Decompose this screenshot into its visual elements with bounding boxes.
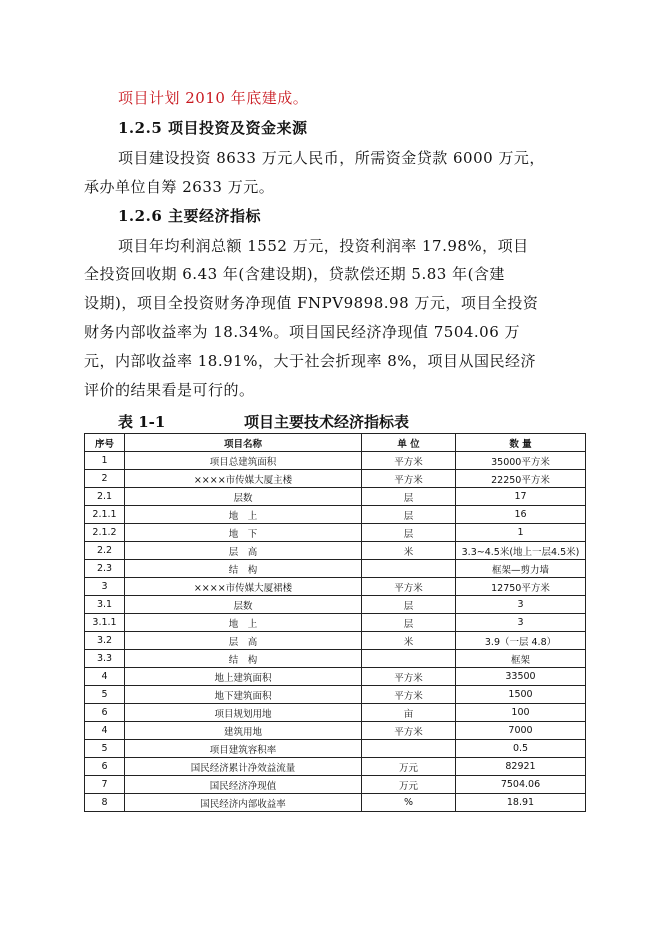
cell-quantity: 框架—剪力墙	[456, 560, 586, 578]
section-heading-1-2-5: 1.2.5 项目投资及资金来源	[118, 119, 308, 137]
cell-quantity: 35000平方米	[456, 452, 586, 470]
cell-unit: 平方米	[362, 668, 456, 686]
cell-unit: 米	[362, 542, 456, 560]
cell-quantity: 3.9（一层 4.8）	[456, 632, 586, 650]
table-row	[85, 686, 586, 704]
cell-quantity: 18.91	[456, 794, 586, 812]
cell-quantity: 33500	[456, 668, 586, 686]
table-row	[85, 740, 586, 758]
economic-line-5: 元，内部收益率 18.91%，大于社会折现率 8%，项目从国民经济	[84, 352, 537, 370]
table-title: 项目主要技术经济指标表	[244, 413, 410, 431]
table-row	[85, 794, 586, 812]
cell-seq: 3.2	[85, 632, 125, 650]
cell-seq: 1	[85, 452, 125, 470]
cell-quantity: 100	[456, 704, 586, 722]
cell-seq: 6	[85, 758, 125, 776]
table-row	[85, 524, 586, 542]
cell-quantity: 3	[456, 614, 586, 632]
cell-seq: 5	[85, 740, 125, 758]
table-caption	[118, 411, 410, 432]
cell-item-name: 地 下	[125, 524, 362, 542]
cell-quantity: 12750平方米	[456, 578, 586, 596]
cell-quantity: 3.3~4.5米(地上一层4.5米)	[456, 542, 586, 560]
cell-unit	[362, 740, 456, 758]
cell-item-name: 项目建筑容积率	[125, 740, 362, 758]
cell-unit	[362, 560, 456, 578]
cell-seq: 2.1.1	[85, 506, 125, 524]
cell-quantity: 框架	[456, 650, 586, 668]
table-row	[85, 632, 586, 650]
cell-quantity: 16	[456, 506, 586, 524]
cell-unit: 层	[362, 488, 456, 506]
table-row	[85, 776, 586, 794]
table-row	[85, 488, 586, 506]
cell-item-name: 结 构	[125, 560, 362, 578]
economic-line-2: 全投资回收期 6.43 年(含建设期)，贷款偿还期 5.83 年(含建	[84, 265, 505, 283]
table-row	[85, 560, 586, 578]
cell-quantity: 1	[456, 524, 586, 542]
cell-unit: 平方米	[362, 452, 456, 470]
cell-seq: 3.1.1	[85, 614, 125, 632]
cell-seq: 7	[85, 776, 125, 794]
cell-seq: 6	[85, 704, 125, 722]
header-item-name: 项目名称	[125, 434, 362, 452]
cell-unit: 万元	[362, 776, 456, 794]
cell-unit: 平方米	[362, 686, 456, 704]
cell-item-name: ××××市传媒大厦裙楼	[125, 578, 362, 596]
table-row	[85, 596, 586, 614]
table-row	[85, 506, 586, 524]
cell-seq: 2.1	[85, 488, 125, 506]
cell-item-name: 国民经济净现值	[125, 776, 362, 794]
economic-line-6: 评价的结果看是可行的。	[84, 381, 255, 399]
cell-unit: 层	[362, 596, 456, 614]
cell-unit: 万元	[362, 758, 456, 776]
cell-seq: 3	[85, 578, 125, 596]
header-seq: 序号	[85, 434, 125, 452]
table-header-row	[85, 434, 586, 452]
cell-item-name: 地 上	[125, 506, 362, 524]
cell-unit: 层	[362, 614, 456, 632]
table-row	[85, 704, 586, 722]
plan-sentence: 项目计划 2010 年底建成。	[118, 89, 309, 107]
cell-unit: 米	[362, 632, 456, 650]
cell-item-name: 地下建筑面积	[125, 686, 362, 704]
cell-seq: 3.3	[85, 650, 125, 668]
cell-seq: 2.2	[85, 542, 125, 560]
cell-item-name: 层 高	[125, 542, 362, 560]
cell-unit: 层	[362, 506, 456, 524]
cell-unit: 平方米	[362, 722, 456, 740]
cell-item-name: ××××市传媒大厦主楼	[125, 470, 362, 488]
table-row	[85, 722, 586, 740]
economic-indicators-table	[84, 433, 586, 812]
cell-quantity: 7000	[456, 722, 586, 740]
cell-item-name: 层数	[125, 488, 362, 506]
cell-unit	[362, 650, 456, 668]
cell-seq: 3.1	[85, 596, 125, 614]
cell-quantity: 17	[456, 488, 586, 506]
investment-line-1: 项目建设投资 8633 万元人民币，所需资金贷款 6000 万元，	[118, 149, 545, 167]
cell-item-name: 项目总建筑面积	[125, 452, 362, 470]
economic-line-3: 设期)，项目全投资财务净现值 FNPV9898.98 万元，项目全投资	[84, 294, 539, 312]
cell-unit: 层	[362, 524, 456, 542]
table-row	[85, 470, 586, 488]
cell-item-name: 层数	[125, 596, 362, 614]
cell-seq: 5	[85, 686, 125, 704]
table-row	[85, 578, 586, 596]
table-row	[85, 452, 586, 470]
cell-seq: 2	[85, 470, 125, 488]
cell-unit: 亩	[362, 704, 456, 722]
cell-seq: 4	[85, 722, 125, 740]
economic-line-4: 财务内部收益率为 18.34%。项目国民经济净现值 7504.06 万	[84, 323, 521, 341]
cell-item-name: 结 构	[125, 650, 362, 668]
table-row	[85, 668, 586, 686]
cell-unit: %	[362, 794, 456, 812]
header-quantity: 数 量	[456, 434, 586, 452]
cell-seq: 2.1.2	[85, 524, 125, 542]
cell-quantity: 1500	[456, 686, 586, 704]
cell-quantity: 0.5	[456, 740, 586, 758]
section-heading-1-2-6: 1.2.6 主要经济指标	[118, 207, 261, 225]
cell-item-name: 地上建筑面积	[125, 668, 362, 686]
cell-item-name: 建筑用地	[125, 722, 362, 740]
table-number: 表 1-1	[118, 413, 166, 431]
cell-item-name: 地 上	[125, 614, 362, 632]
cell-item-name: 层 高	[125, 632, 362, 650]
table-row	[85, 758, 586, 776]
table-row	[85, 614, 586, 632]
header-unit: 单 位	[362, 434, 456, 452]
investment-line-2: 承办单位自筹 2633 万元。	[84, 178, 275, 196]
cell-seq: 8	[85, 794, 125, 812]
cell-quantity: 7504.06	[456, 776, 586, 794]
cell-seq: 4	[85, 668, 125, 686]
cell-unit: 平方米	[362, 578, 456, 596]
cell-quantity: 22250平方米	[456, 470, 586, 488]
cell-unit: 平方米	[362, 470, 456, 488]
cell-item-name: 项目规划用地	[125, 704, 362, 722]
economic-line-1: 项目年均利润总额 1552 万元，投资利润率 17.98%，项目	[118, 237, 529, 255]
cell-quantity: 3	[456, 596, 586, 614]
table-row	[85, 542, 586, 560]
table-row	[85, 650, 586, 668]
cell-item-name: 国民经济内部收益率	[125, 794, 362, 812]
cell-seq: 2.3	[85, 560, 125, 578]
cell-item-name: 国民经济累计净效益流量	[125, 758, 362, 776]
cell-quantity: 82921	[456, 758, 586, 776]
